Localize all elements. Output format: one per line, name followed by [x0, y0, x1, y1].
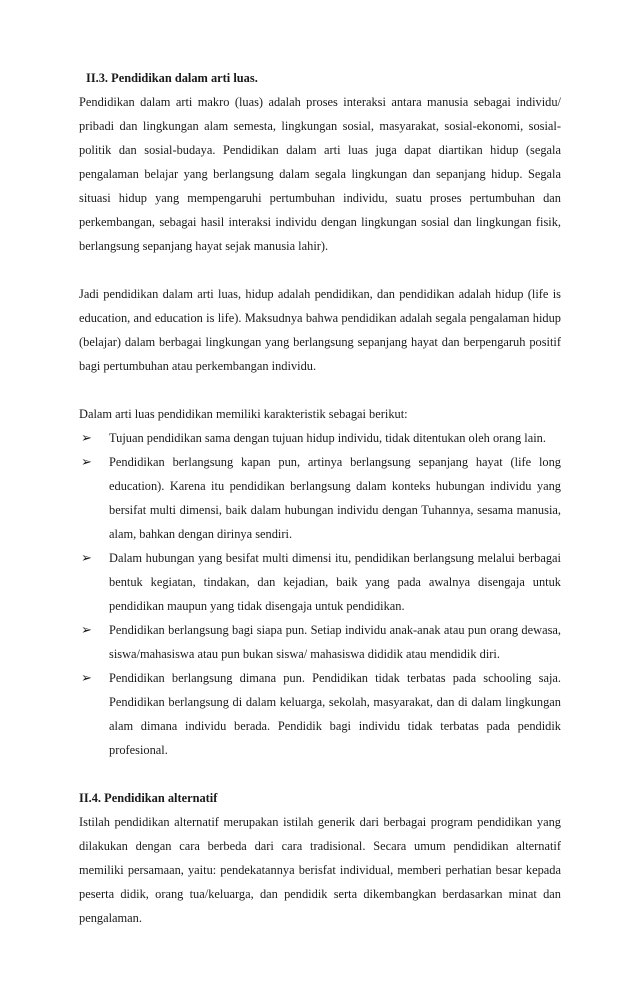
list-item [79, 618, 561, 666]
characteristics-list [79, 426, 561, 762]
list-item-text: Pendidikan berlangsung dimana pun. Pendidikan tidak terbatas pada schooling saja. Pendidikan berlangsung di dalam keluarga, sekolah, masyarakat, dan di dalam lingkungan alam dimana individu berada. Pendidik bagi individu tidak terbatas pada pendidik profesional. [109, 671, 561, 757]
list-item-text: Pendidikan berlangsung bagi siapa pun. Setiap individu anak-anak atau pun orang dewasa, siswa/mahasiswa atau pun bukan siswa/ mahasiswa dididik atau mendidik diri. [109, 623, 561, 661]
paragraph-gap [79, 762, 561, 786]
arrow-bullet-icon: ➢ [81, 622, 92, 637]
paragraph-life-is-education: Jadi pendidikan dalam arti luas, hidup adalah pendidikan, dan pendidikan adalah hidup (life is education, and education is life). Maksudnya bahwa pendidikan adalah segala pengalaman hidup (belajar) dalam berbagai lingkungan yang berlangsung sepanjang hayat dan berpengaruh positif bagi pertumbuhan atau perkembangan individu. [79, 287, 561, 373]
list-item [79, 546, 561, 618]
document-page [79, 66, 561, 930]
paragraph-characteristics-intro: Dalam arti luas pendidikan memiliki karakteristik sebagai berikut: [79, 407, 408, 421]
paragraph-gap [79, 258, 561, 282]
arrow-bullet-icon: ➢ [81, 430, 92, 445]
section-heading-2-3: II.3. Pendidikan dalam arti luas. [86, 71, 258, 85]
arrow-bullet-icon: ➢ [81, 670, 92, 685]
list-item-text: Pendidikan berlangsung kapan pun, artinya berlangsung sepanjang hayat (life long education). Karena itu pendidikan berlangsung dalam konteks hubungan individu yang bersifat multi dimensi, baik dalam hubungan individu dengan Tuhannya, sesama manusia, alam, bahkan dengan dirinya sendiri. [109, 455, 561, 541]
paragraph-definition: Pendidikan dalam arti makro (luas) adalah proses interaksi antara manusia sebagai individu/ pribadi dan lingkungan alam semesta, lingkungan sosial, masyarakat, sosial-ekonomi, sosial-politik dan sosial-budaya. Pendidikan dalam arti luas juga dapat diartikan hidup (segala pengalaman belajar yang berlangsung dalam segala lingkungan dan sepanjang hidup. Segala situasi hidup yang mempengaruhi pertumbuhan individu, suatu proses pertumbuhan dan perkembangan, sebagai hasil interaksi individu dengan lingkungan sosial dan lingkungan fisik, berlangsung sepanjang hayat sejak manusia lahir). [79, 95, 561, 253]
list-item [79, 666, 561, 762]
arrow-bullet-icon: ➢ [81, 454, 92, 469]
section-heading-2-4: II.4. Pendidikan alternatif [79, 791, 218, 805]
list-item [79, 426, 561, 450]
list-item [79, 450, 561, 546]
list-item-text: Tujuan pendidikan sama dengan tujuan hidup individu, tidak ditentukan oleh orang lain. [109, 431, 546, 445]
list-item-text: Dalam hubungan yang besifat multi dimensi itu, pendidikan berlangsung melalui berbagai bentuk kegiatan, tindakan, dan kejadian, baik yang pada awalnya disengaja untuk pendidikan maupun yang tidak disengaja untuk pendidikan. [109, 551, 561, 613]
arrow-bullet-icon: ➢ [81, 550, 92, 565]
paragraph-gap [79, 378, 561, 402]
paragraph-alternative-education: Istilah pendidikan alternatif merupakan istilah generik dari berbagai program pendidikan yang dilakukan dengan cara berbeda dari cara tradisional. Secara umum pendidikan alternatif memiliki persamaan, yaitu: pendekatannya berisfat individual, memberi perhatian besar kepada peserta didik, orang tua/keluarga, dan pendidik serta dikembangkan berdasarkan minat dan pengalaman. [79, 815, 561, 925]
